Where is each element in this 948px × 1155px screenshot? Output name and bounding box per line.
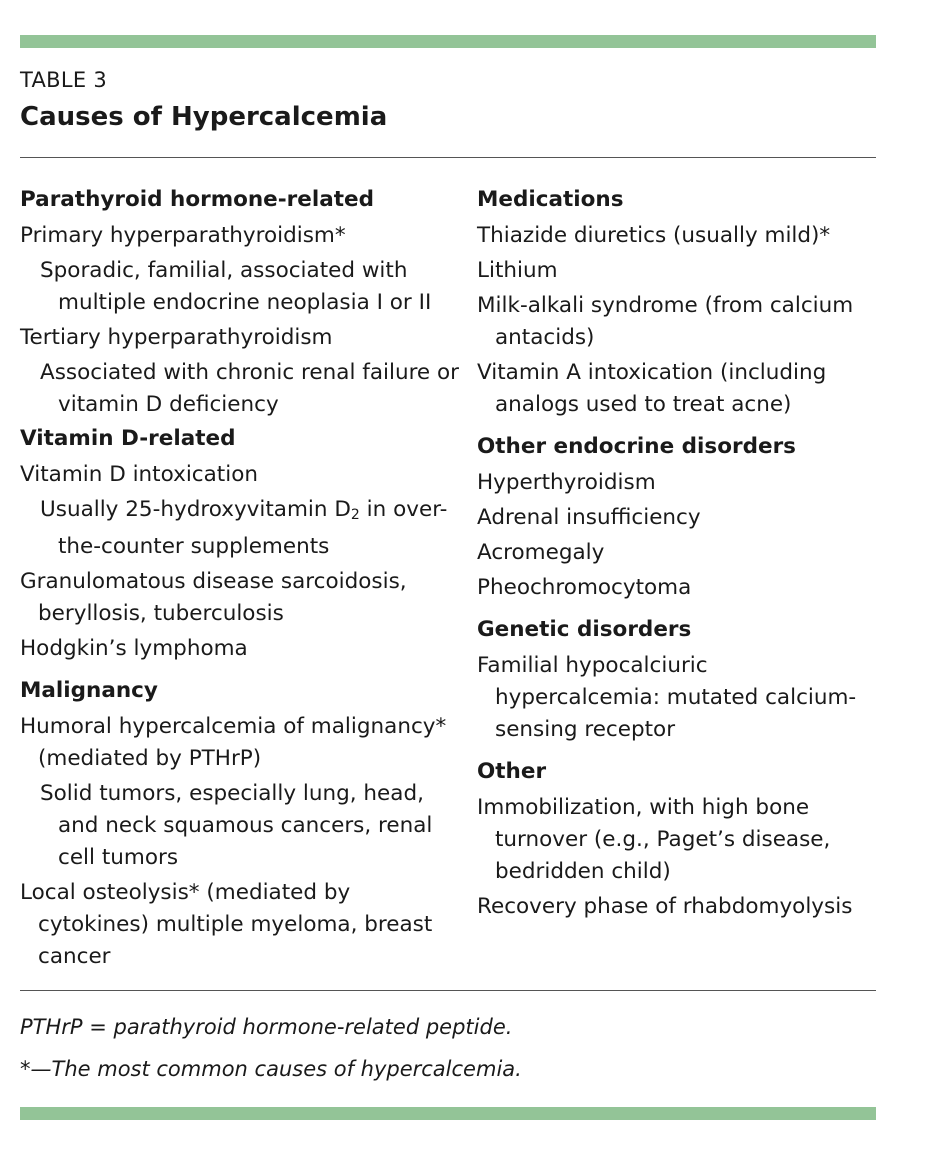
section-heading-medications: Medications (477, 187, 624, 212)
list-item: Vitamin D intoxication (20, 462, 258, 487)
section-heading-genetic: Genetic disorders (477, 617, 692, 642)
right-column (477, 182, 877, 923)
list-item: Hodgkin’s lymphoma (20, 636, 248, 661)
list-item: Vitamin A intoxication (including analogs used to treat acne) (477, 360, 827, 417)
table-title: Causes of Hypercalcemia (20, 102, 388, 132)
top-accent-bar (20, 35, 876, 48)
list-item: Milk-alkali syndrome (from calcium antacids) (477, 293, 854, 350)
section-heading-pth: Parathyroid hormone-related (20, 187, 374, 212)
list-item: Pheochromocytoma (477, 575, 692, 600)
list-item: Adrenal insufficiency (477, 505, 701, 530)
bottom-divider (20, 990, 876, 991)
left-column (20, 182, 460, 973)
list-item: Acromegaly (477, 540, 605, 565)
list-item: Lithium (477, 258, 558, 283)
footnote-abbreviation: PTHrP = parathyroid hormone-related peptide. (20, 1015, 513, 1039)
section-heading-endocrine: Other endocrine disorders (477, 434, 796, 459)
list-subitem: Associated with chronic renal failure or vitamin D deficiency (40, 360, 459, 417)
list-subitem (20, 494, 460, 563)
list-item: Familial hypocalciuric hypercalcemia: mutated calcium-sensing receptor (477, 653, 857, 742)
subitem-text: Usually 25-hydroxyvitamin D (40, 497, 351, 522)
list-item: Humoral hypercalcemia of malignancy* (mediated by PTHrP) (20, 714, 447, 771)
list-item: Primary hyperparathyroidism* (20, 223, 346, 248)
list-item: Recovery phase of rhabdomyolysis (477, 894, 853, 919)
list-item: Tertiary hyperparathyroidism (20, 325, 333, 350)
subitem-text-cont: in over-the-counter supplements (58, 497, 448, 559)
top-divider (20, 157, 876, 158)
section-heading-other: Other (477, 759, 547, 784)
list-item: Immobilization, with high bone turnover (e.g., Paget’s disease, bedridden child) (477, 795, 831, 884)
footnote-asterisk: *—The most common causes of hypercalcemia. (20, 1057, 522, 1081)
list-item: Thiazide diuretics (usually mild)* (477, 223, 831, 248)
list-item: Local osteolysis* (mediated by cytokines) multiple myeloma, breast cancer (20, 880, 433, 969)
list-item: Granulomatous disease sarcoidosis, beryllosis, tuberculosis (20, 569, 407, 626)
section-heading-malignancy: Malignancy (20, 678, 158, 703)
subscript: 2 (350, 507, 360, 523)
bottom-accent-bar (20, 1107, 876, 1120)
list-subitem: Sporadic, familial, associated with multiple endocrine neoplasia I or II (40, 258, 432, 315)
list-subitem: Solid tumors, especially lung, head, and neck squamous cancers, renal cell tumors (40, 781, 433, 870)
table-label: TABLE 3 (20, 68, 108, 92)
list-item: Hyperthyroidism (477, 470, 656, 495)
section-heading-vitamin-d: Vitamin D-related (20, 426, 236, 451)
